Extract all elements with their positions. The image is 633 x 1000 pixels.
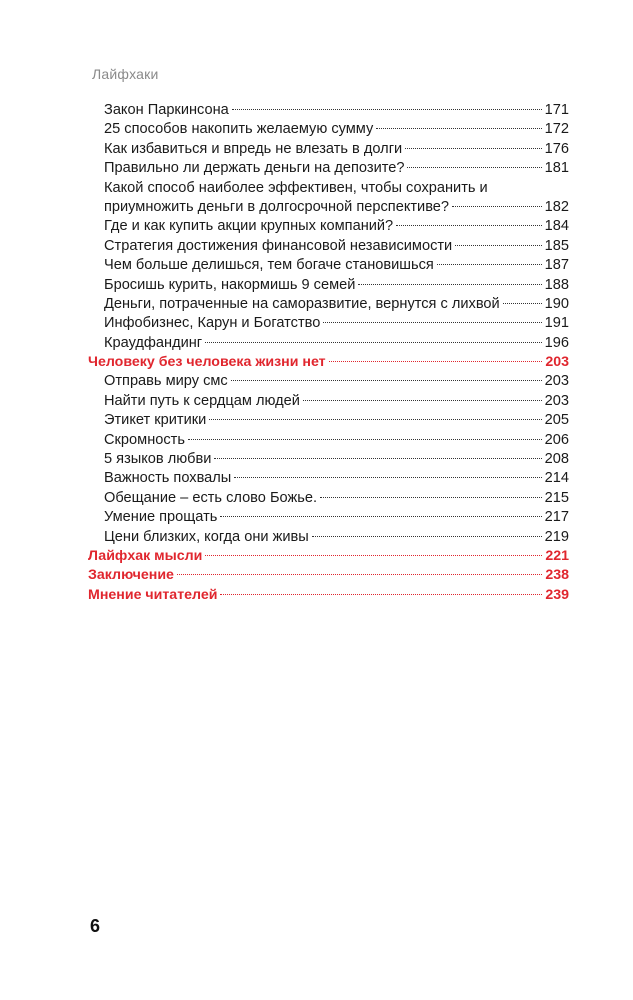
toc-entry[interactable] <box>88 120 569 139</box>
toc-entry[interactable] <box>88 159 569 178</box>
toc-entry[interactable] <box>88 295 569 314</box>
toc-entry-title: Мнение читателей <box>88 586 218 603</box>
toc-entry-title: Обещание – есть слово Божье. <box>104 489 318 506</box>
toc-entry-page: 185 <box>544 237 569 254</box>
dot-leader <box>231 380 542 381</box>
dot-leader <box>323 322 541 323</box>
toc-entry-page: 239 <box>545 586 569 603</box>
dot-leader <box>232 109 542 110</box>
toc-entry-title: Краудфандинг <box>104 334 203 351</box>
toc-entry-title: Этикет критики <box>104 412 207 429</box>
toc-entry-page: 191 <box>544 315 569 332</box>
toc-entry[interactable] <box>88 469 569 488</box>
toc-entry[interactable] <box>88 276 569 295</box>
toc-entry[interactable] <box>88 140 569 159</box>
dot-leader <box>220 516 541 517</box>
toc-entry-page: 221 <box>545 547 569 564</box>
dot-leader <box>209 419 541 420</box>
toc-entry-page: 206 <box>544 431 569 448</box>
toc-entry-title: Где и как купить акции крупных компаний? <box>104 218 394 235</box>
toc-entry-page: 190 <box>544 295 569 312</box>
toc-entry-title: Скромность <box>104 431 185 448</box>
toc-entry[interactable] <box>88 179 569 198</box>
dot-leader <box>437 264 542 265</box>
toc-entry-title: Важность похвалы <box>104 470 232 487</box>
toc-entry[interactable] <box>88 372 569 391</box>
dot-leader <box>455 245 541 246</box>
toc-entry-page: 176 <box>544 140 569 157</box>
dot-leader <box>312 536 542 537</box>
toc-entry-page: 187 <box>544 257 569 274</box>
toc-entry-page: 203 <box>545 354 569 371</box>
running-header: Лайфхаки <box>92 66 159 82</box>
dot-leader <box>177 574 542 575</box>
dot-leader <box>205 342 542 343</box>
toc-entry-title: приумножить деньги в долгосрочной перспективе? <box>104 198 450 215</box>
toc-entry[interactable] <box>88 334 569 353</box>
toc-entry-page: 217 <box>544 509 569 526</box>
toc-entry-title: Какой способ наиболее эффективен, чтобы сохранить и <box>104 179 488 196</box>
toc-entry[interactable] <box>88 431 569 450</box>
toc-entry-page: 208 <box>544 451 569 468</box>
toc-entry-title: Умение прощать <box>104 509 218 526</box>
toc-entry-page: 205 <box>544 412 569 429</box>
toc-entry-title: 5 языков любви <box>104 451 212 468</box>
toc-entry-title: Бросишь курить, накормишь 9 семей <box>104 276 356 293</box>
toc-entry-page: 214 <box>544 470 569 487</box>
toc-chapter-entry[interactable] <box>88 547 569 566</box>
page-number: 6 <box>90 916 101 936</box>
toc-entry-title: Цени близких, когда они живы <box>104 528 309 545</box>
toc-chapter-entry[interactable] <box>88 566 569 585</box>
dot-leader <box>320 497 542 498</box>
dot-leader <box>407 167 541 168</box>
toc-entry-title: Отправь миру смс <box>104 373 228 390</box>
toc-entry-page: 171 <box>544 102 569 118</box>
toc-entry[interactable] <box>88 450 569 469</box>
toc-entry[interactable] <box>88 392 569 411</box>
toc-entry[interactable] <box>88 237 569 256</box>
toc-entry-title: Заключение <box>88 567 174 584</box>
toc-entry[interactable] <box>88 256 569 275</box>
dot-leader <box>329 361 543 362</box>
table-of-contents <box>88 101 569 605</box>
toc-entry[interactable] <box>88 411 569 430</box>
toc-entry-title: Инфобизнес, Карун и Богатство <box>104 315 321 332</box>
dot-leader <box>376 128 541 129</box>
toc-entry-title: Правильно ли держать деньги на депозите? <box>104 160 405 177</box>
toc-entry[interactable] <box>88 198 569 217</box>
dot-leader <box>205 555 542 556</box>
toc-entry-page: 196 <box>544 334 569 351</box>
toc-chapter-entry[interactable] <box>88 586 569 605</box>
dot-leader <box>234 477 541 478</box>
dot-leader <box>220 594 542 595</box>
dot-leader <box>396 225 541 226</box>
dot-leader <box>452 206 542 207</box>
dot-leader <box>358 284 541 285</box>
toc-entry-page: 238 <box>545 567 569 584</box>
toc-entry-page: 184 <box>544 218 569 235</box>
dot-leader <box>214 458 541 459</box>
toc-entry-title: Как избавиться и впредь не влезать в долги <box>104 140 403 157</box>
toc-entry-title: Найти путь к сердцам людей <box>104 392 300 409</box>
toc-entry-page: 203 <box>544 373 569 390</box>
toc-entry-page: 203 <box>544 392 569 409</box>
toc-entry-page: 188 <box>544 276 569 293</box>
toc-entry-page: 181 <box>544 160 569 177</box>
toc-entry-title: Стратегия достижения финансовой независимости <box>104 237 453 254</box>
dot-leader <box>503 303 542 304</box>
toc-entry[interactable] <box>88 314 569 333</box>
toc-entry[interactable] <box>88 101 569 120</box>
dot-leader <box>188 439 542 440</box>
dot-leader <box>303 400 542 401</box>
toc-entry-title: Лайфхак мысли <box>88 547 203 564</box>
toc-entry-title: 25 способов накопить желаемую сумму <box>104 121 374 138</box>
toc-entry[interactable] <box>88 489 569 508</box>
dot-leader <box>405 148 541 149</box>
toc-entry-title: Закон Паркинсона <box>104 102 229 118</box>
toc-entry[interactable] <box>88 217 569 236</box>
toc-entry-page: 219 <box>544 528 569 545</box>
toc-entry[interactable] <box>88 528 569 547</box>
toc-entry-page: 172 <box>544 121 569 138</box>
toc-chapter-entry[interactable] <box>88 353 569 372</box>
toc-entry[interactable] <box>88 508 569 527</box>
toc-entry-title: Чем больше делишься, тем богаче становишься <box>104 257 434 274</box>
toc-entry-title: Деньги, потраченные на саморазвитие, вернутся с лихвой <box>104 295 500 312</box>
toc-entry-page: 215 <box>544 489 569 506</box>
toc-entry-title: Человеку без человека жизни нет <box>88 354 326 371</box>
toc-entry-page: 182 <box>544 198 569 215</box>
